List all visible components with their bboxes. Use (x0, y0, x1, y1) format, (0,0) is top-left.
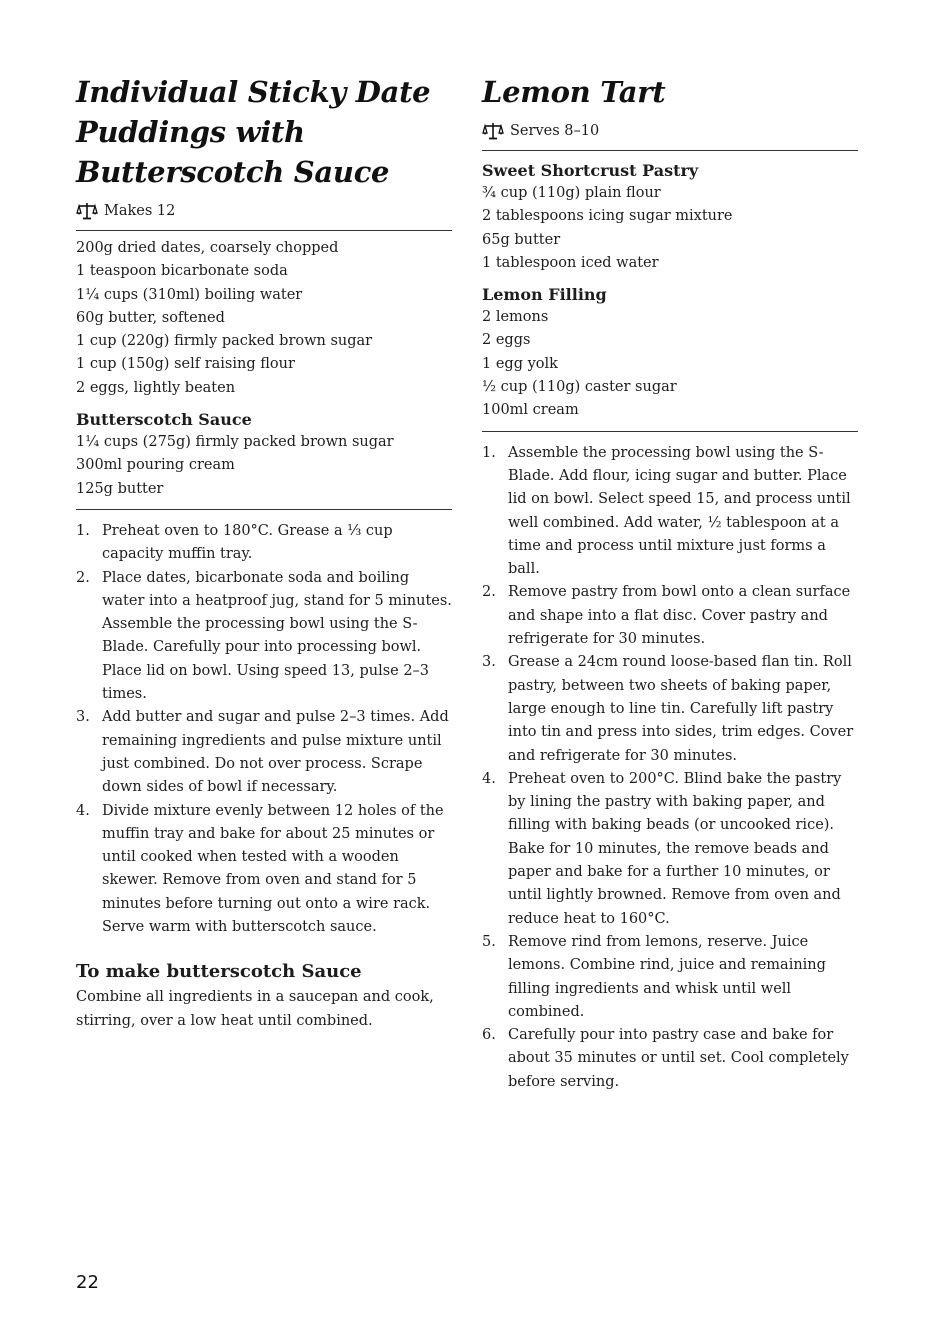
method-steps (482, 442, 858, 1094)
ingredients-filling (482, 285, 858, 431)
method-step: 4. Divide mixture evenly between 12 holes of the muffin tray and bake for about 25 minutes or until cooked when tested with a wooden skewer. Remove from oven and stand for 5 minutes before turning out onto a wire rack. Serve warm with butterscotch sauce. (76, 802, 444, 936)
page-number: 22 (76, 1272, 99, 1293)
ingredients-pastry (482, 161, 858, 275)
ingredient-item: ½ cup (110g) caster sugar (482, 379, 677, 396)
ingredient-item: 1 tablespoon iced water (482, 254, 659, 271)
method-step: 5. Remove rind from lemons, reserve. Juice lemons. Combine rind, juice and remaining filling ingredients and whisk until well combined. (482, 933, 826, 1020)
sauce-heading: Butterscotch Sauce (76, 410, 252, 430)
scale-icon (482, 122, 504, 140)
method-step: 2. Place dates, bicarbonate soda and boiling water into a heatproof jug, stand for 5 minutes. Assemble the processing bowl using the S-Blade. Carefully pour into processing bowl. Place lid on bowl. Using speed 13, pulse 2–3 times. (76, 569, 452, 703)
recipe-sticky-date (76, 72, 452, 1033)
ingredient-item: 1 cup (220g) firmly packed brown sugar (76, 333, 373, 350)
sauce-method-heading: To make butterscotch Sauce (76, 961, 362, 983)
ingredient-item: 100ml cream (482, 402, 579, 419)
ingredient-item: 300ml pouring cream (76, 457, 235, 474)
ingredient-item: 1¼ cups (310ml) boiling water (76, 286, 303, 303)
yield-line (482, 122, 858, 151)
pastry-heading: Sweet Shortcrust Pastry (482, 161, 699, 180)
yield-text: Serves 8–10 (510, 123, 600, 139)
method-step: 6. Carefully pour into pastry case and bake for about 35 minutes or until set. Cool completely before serving. (482, 1027, 849, 1090)
ingredients-sauce (76, 410, 452, 510)
ingredient-item: 60g butter, softened (76, 309, 225, 326)
ingredients-main (76, 237, 452, 400)
recipe-title: Individual Sticky Date Puddings with Butterscotch Sauce (76, 75, 431, 189)
ingredient-item: 1¼ cups (275g) firmly packed brown sugar (76, 434, 394, 451)
scale-icon (76, 202, 98, 220)
recipe-lemon-tart (482, 72, 858, 1094)
filling-heading: Lemon Filling (482, 285, 607, 305)
ingredient-item: 2 eggs (482, 332, 531, 349)
method-step: 3. Grease a 24cm round loose-based flan tin. Roll pastry, between two sheets of baking paper, large enough to line tin. Carefully lift pastry into tin and press into sides, trim edges. Cover and refrigerate for 30 minutes. (482, 654, 854, 764)
ingredient-item: 1 egg yolk (482, 355, 558, 372)
ingredient-item: 2 tablespoons icing sugar mixture (482, 208, 733, 225)
method-step: 1. Preheat oven to 180°C. Grease a ⅓ cup capacity muffin tray. (76, 522, 393, 563)
ingredient-item: 2 eggs, lightly beaten (76, 379, 236, 396)
ingredient-item: 125g butter (76, 480, 164, 497)
method-step: 3. Add butter and sugar and pulse 2–3 times. Add remaining ingredients and pulse mixture until just combined. Do not over process. Scrape down sides of bowl if necessary. (76, 709, 449, 796)
method-step: 2. Remove pastry from bowl onto a clean surface and shape into a flat disc. Cover pastry and refrigerate for 30 minutes. (482, 584, 851, 648)
method-step: 4. Preheat oven to 200°C. Blind bake the pastry by lining the pastry with baking paper, and filling with baking beads (or uncooked rice). Bake for 10 minutes, the remove beads and paper and bake for a further 10 minutes, or until lightly browned. Remove from oven and reduce heat to 160°C. (482, 770, 842, 927)
yield-line (76, 202, 452, 231)
method-step: 1. Assemble the processing bowl using the S-Blade. Add flour, icing sugar and butter. Place lid on bowl. Select speed 15, and process until well combined. Add water, ½ tablespoon at a time and process until mixture just forms a ball. (482, 444, 851, 578)
sauce-method-text: Combine all ingredients in a saucepan and cook, stirring, over a low heat until combined. (76, 989, 434, 1029)
ingredient-item: 2 lemons (482, 309, 549, 326)
method-steps (76, 520, 452, 939)
ingredient-item: 65g butter (482, 231, 561, 248)
ingredient-item: 200g dried dates, coarsely chopped (76, 240, 339, 256)
yield-text: Makes 12 (104, 203, 176, 219)
ingredient-item: 1 cup (150g) self raising flour (76, 356, 295, 373)
ingredient-item: ¾ cup (110g) plain flour (482, 185, 661, 201)
recipe-title: Lemon Tart (482, 75, 666, 109)
ingredient-item: 1 teaspoon bicarbonate soda (76, 263, 288, 280)
